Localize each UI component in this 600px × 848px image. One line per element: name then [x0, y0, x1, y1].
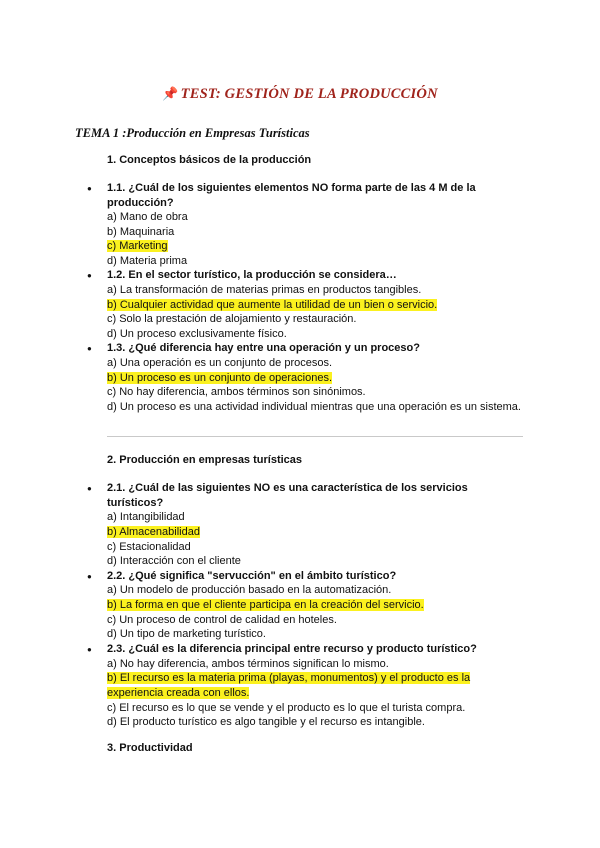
option: a) Una operación es un conjunto de procesos.	[107, 357, 333, 369]
option: a) Intangibilidad	[107, 511, 185, 523]
question: ● 2.3. ¿Cuál es la diferencia principal entre recurso y producto turístico?	[107, 642, 512, 657]
tema-heading: TEMA 1 :Producción en Empresas Turísticas	[75, 126, 310, 140]
option-correct	[107, 298, 437, 313]
option-highlight: b) Cualquier actividad que aumente la utilidad de un bien o servicio.	[107, 299, 438, 311]
option-highlight: c) Marketing	[107, 240, 168, 252]
option: a) No hay diferencia, ambos términos significan lo mismo.	[107, 658, 389, 670]
option: d) Un proceso exclusivamente físico.	[107, 328, 287, 340]
option: c) Un proceso de control de calidad en hoteles.	[107, 614, 337, 626]
option-highlight: b) Un proceso es un conjunto de operaciones.	[107, 372, 333, 384]
option: a) Un modelo de producción basado en la automatización.	[107, 584, 392, 596]
option-correct	[107, 525, 200, 540]
option: d) Un proceso es una actividad individual mientras que una operación es un sistema.	[107, 401, 521, 413]
question: ● 2.2. ¿Qué significa "servucción" en el ámbito turístico?	[107, 569, 512, 584]
section-heading: 1. Conceptos básicos de la producción	[107, 154, 312, 166]
question: ● 1.1. ¿Cuál de los siguientes elementos NO forma parte de las 4 M de la producción?	[107, 181, 512, 211]
option: d) El producto turístico es algo tangible y el recurso es intangible.	[107, 716, 425, 728]
option: c) No hay diferencia, ambos términos son sinónimos.	[107, 386, 366, 398]
option: c) Estacionalidad	[107, 541, 191, 553]
option-correct	[107, 598, 424, 613]
option: d) Un tipo de marketing turístico.	[107, 628, 266, 640]
section-heading: 3. Productividad	[107, 742, 193, 754]
option: d) Interacción con el cliente	[107, 555, 241, 567]
question: ● 1.3. ¿Qué diferencia hay entre una operación y un proceso?	[107, 341, 512, 356]
option: b) Maquinaria	[107, 226, 175, 238]
option: d) Materia prima	[107, 255, 188, 267]
question: ● 2.1. ¿Cuál de las siguientes NO es una característica de los servicios turísticos?	[107, 481, 512, 511]
section-heading: 2. Producción en empresas turísticas	[107, 454, 303, 466]
option-highlight: b) La forma en que el cliente participa en la creación del servicio.	[107, 599, 424, 611]
option: c) El recurso es lo que se vende y el producto es lo que el turista compra.	[107, 702, 466, 714]
option: a) Mano de obra	[107, 211, 188, 223]
option-correct	[107, 371, 332, 386]
option-correct	[107, 671, 487, 701]
option-highlight: b) El recurso es la materia prima (playas, monumentos) y el producto es la experiencia creada con ellos.	[107, 672, 471, 699]
title-text: TEST: GESTIÓN DE LA PRODUCCIÓN	[180, 86, 438, 102]
option-correct	[107, 239, 168, 254]
option: a) La transformación de materias primas en productos tangibles.	[107, 284, 422, 296]
question: ● 1.2. En el sector turístico, la producción se considera…	[107, 268, 512, 283]
page-title	[0, 86, 600, 103]
option-highlight: b) Almacenabilidad	[107, 526, 200, 538]
pushpin-icon: 📌	[162, 86, 179, 101]
option: c) Solo la prestación de alojamiento y restauración.	[107, 313, 357, 325]
divider	[107, 436, 523, 437]
